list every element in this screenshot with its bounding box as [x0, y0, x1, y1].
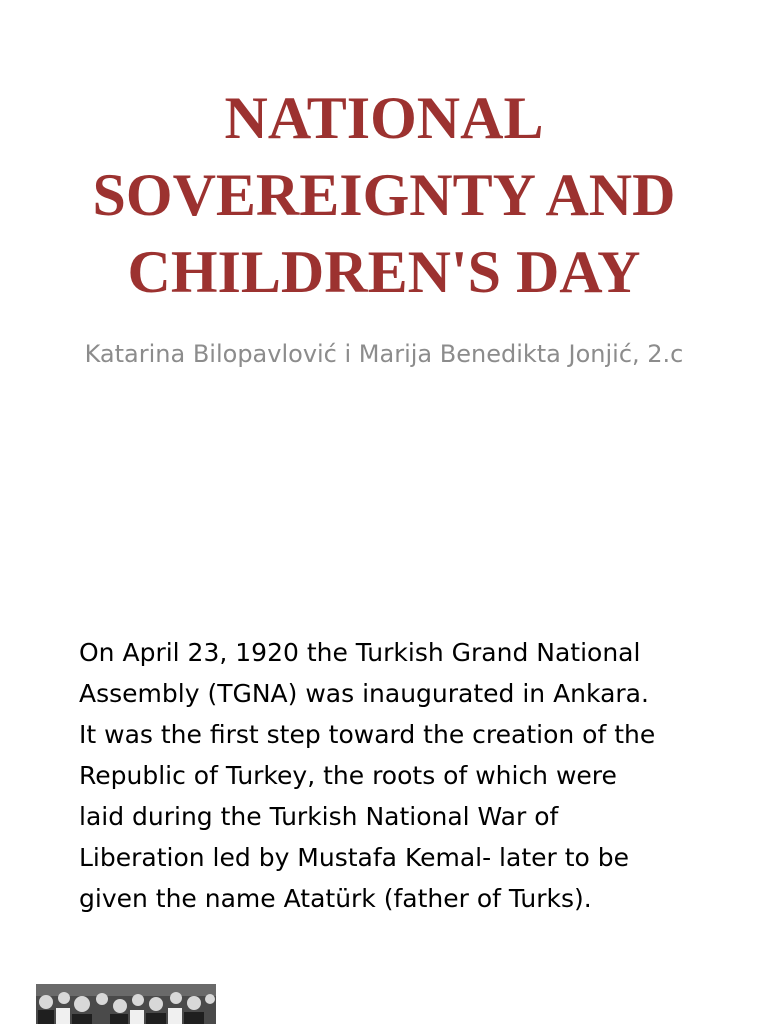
crowd-photo: [36, 984, 216, 1024]
body-line-4: Republic of Turkey, the roots of which were: [79, 761, 617, 790]
body-line-2: Assembly (TGNA) was inaugurated in Ankara.: [79, 679, 649, 708]
body-line-6: Liberation led by Mustafa Kemal- later to be: [79, 843, 630, 872]
body-line-7: given the name Atatürk (father of Turks).: [79, 884, 592, 913]
body-paragraph: [79, 632, 729, 919]
body-line-1: On April 23, 1920 the Turkish Grand National: [79, 638, 641, 667]
title-line-1: NATIONAL: [224, 85, 544, 151]
body-line-3: It was the first step toward the creation of the: [79, 720, 656, 749]
crowd-photo-graphic: [36, 984, 216, 1024]
title-line-2: SOVEREIGNTY AND: [92, 162, 676, 228]
slide-title: [20, 80, 748, 311]
title-line-3: CHILDREN'S DAY: [127, 239, 641, 305]
slide-subtitle: Katarina Bilopavlović i Marija Benedikta Jonjić, 2.c: [84, 340, 684, 368]
content-slide: [0, 512, 768, 1024]
body-line-5: laid during the Turkish National War of: [79, 802, 559, 831]
